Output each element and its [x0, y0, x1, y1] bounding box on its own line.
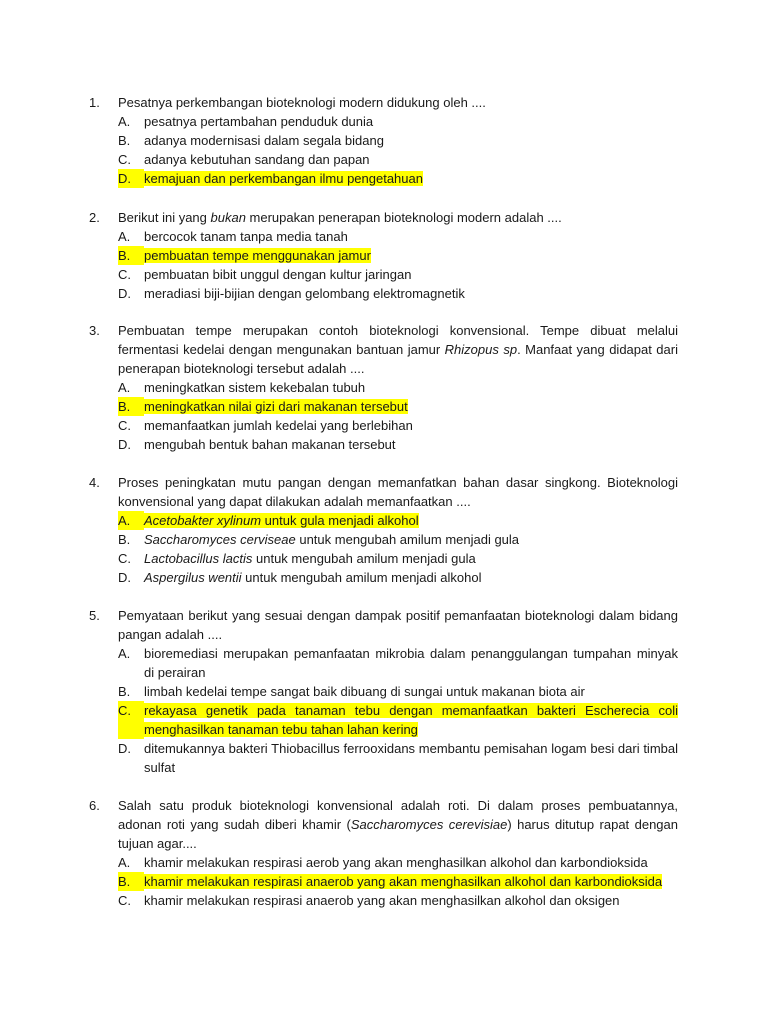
option-b: B. adanya modernisasi dalam segala bidang	[118, 133, 384, 148]
option-a-answer: A. Acetobakter xylinum untuk gula menjadi alkohol	[118, 513, 419, 528]
option-b: B. Saccharomyces cerviseae untuk mengubah amilum menjadi gula	[118, 532, 520, 547]
option-c: C. memanfaatkan jumlah kedelai yang berlebihan	[118, 418, 413, 433]
question-stem: Pesatnya perkembangan bioteknologi modern didukung oleh ....	[118, 95, 486, 110]
option-a: A. khamir melakukan respirasi aerob yang akan menghasilkan alkohol dan karbondioksida	[118, 855, 648, 870]
question-stem: Pemyataan berikut yang sesuai dengan dampak positif pemanfaatan bioteknologi dalam bidang pangan adalah ....	[118, 608, 678, 642]
question-stem: Salah satu produk bioteknologi konvensional adalah roti. Di dalam proses pembuatannya, adonan roti yang sudah diberi khamir (Saccharomyces cerevisiae) harus ditutup rapat dengan tujuan agar....	[118, 798, 678, 851]
question-5	[89, 606, 678, 777]
option-d: D. Aspergilus wentii untuk mengubah amilum menjadi alkohol	[118, 570, 482, 585]
question-stem: Pembuatan tempe merupakan contoh bioteknologi konvensional. Tempe dibuat melalui fermentasi kedelai dengan mengunakan bantuan jamur Rhizopus sp. Manfaat yang didapat dari penerapan bioteknologi tersebut adalah ....	[118, 323, 678, 376]
question-stem: Berikut ini yang bukan merupakan penerapan bioteknologi modern adalah ....	[118, 210, 562, 225]
question-1	[89, 93, 678, 188]
option-c: C. khamir melakukan respirasi anaerob yang akan menghasilkan alkohol dan oksigen	[118, 893, 620, 908]
highlighted-answer: khamir melakukan respirasi anaerob yang akan menghasilkan alkohol dan karbondioksida	[144, 874, 663, 889]
question-number: 2.	[89, 210, 100, 225]
option-b-answer: B. khamir melakukan respirasi anaerob yang akan menghasilkan alkohol dan karbondioksida	[118, 874, 663, 889]
option-b-answer: B. meningkatkan nilai gizi dari makanan tersebut	[118, 399, 408, 414]
option-d-answer: D. kemajuan dan perkembangan ilmu pengetahuan	[118, 171, 423, 186]
question-number: 6.	[89, 798, 100, 813]
question-6	[89, 796, 678, 910]
option-d: D. meradiasi biji-bijian dengan gelombang elektromagnetik	[118, 286, 465, 301]
option-a: A. bioremediasi merupakan pemanfaatan mikrobia dalam penanggulangan tumpahan minyak di perairan	[118, 646, 678, 680]
question-number: 3.	[89, 323, 100, 338]
highlighted-answer: rekayasa genetik pada tanaman tebu dengan memanfaatkan bakteri Escherecia coli menghasilkan tanaman tebu tahan lahan kering	[144, 703, 678, 737]
question-number: 1.	[89, 95, 100, 110]
question-number: 4.	[89, 475, 100, 490]
option-d: D. mengubah bentuk bahan makanan tersebut	[118, 437, 396, 452]
option-c: C. Lactobacillus lactis untuk mengubah amilum menjadi gula	[118, 551, 476, 566]
question-2	[89, 208, 678, 303]
option-a: A. bercocok tanam tanpa media tanah	[118, 229, 348, 244]
option-a: A. pesatnya pertambahan penduduk dunia	[118, 114, 374, 129]
question-3	[89, 321, 678, 454]
highlighted-answer: meningkatkan nilai gizi dari makanan tersebut	[144, 399, 408, 414]
question-4	[89, 473, 678, 587]
highlighted-answer: kemajuan dan perkembangan ilmu pengetahuan	[144, 171, 423, 186]
option-c: C. adanya kebutuhan sandang dan papan	[118, 152, 370, 167]
highlighted-answer: pembuatan tempe menggunakan jamur	[144, 248, 371, 263]
option-b: B. limbah kedelai tempe sangat baik dibuang di sungai untuk makanan biota air	[118, 684, 585, 699]
option-a: A. meningkatkan sistem kekebalan tubuh	[118, 380, 366, 395]
option-c: C. pembuatan bibit unggul dengan kultur jaringan	[118, 267, 412, 282]
question-number: 5.	[89, 608, 100, 623]
option-c-answer: C. rekayasa genetik pada tanaman tebu dengan memanfaatkan bakteri Escherecia coli menghasilkan tanaman tebu tahan lahan kering	[118, 703, 678, 737]
option-b-answer: B. pembuatan tempe menggunakan jamur	[118, 248, 371, 263]
option-d: D. ditemukannya bakteri Thiobacillus ferrooxidans membantu pemisahan logam besi dari timbal sulfat	[118, 741, 678, 775]
question-stem: Proses peningkatan mutu pangan dengan memanfatkan bahan dasar singkong. Bioteknologi konvensional yang dapat dilakukan adalah memanfaatkan ....	[118, 475, 678, 509]
highlighted-answer: Acetobakter xylinum untuk gula menjadi alkohol	[144, 513, 419, 528]
